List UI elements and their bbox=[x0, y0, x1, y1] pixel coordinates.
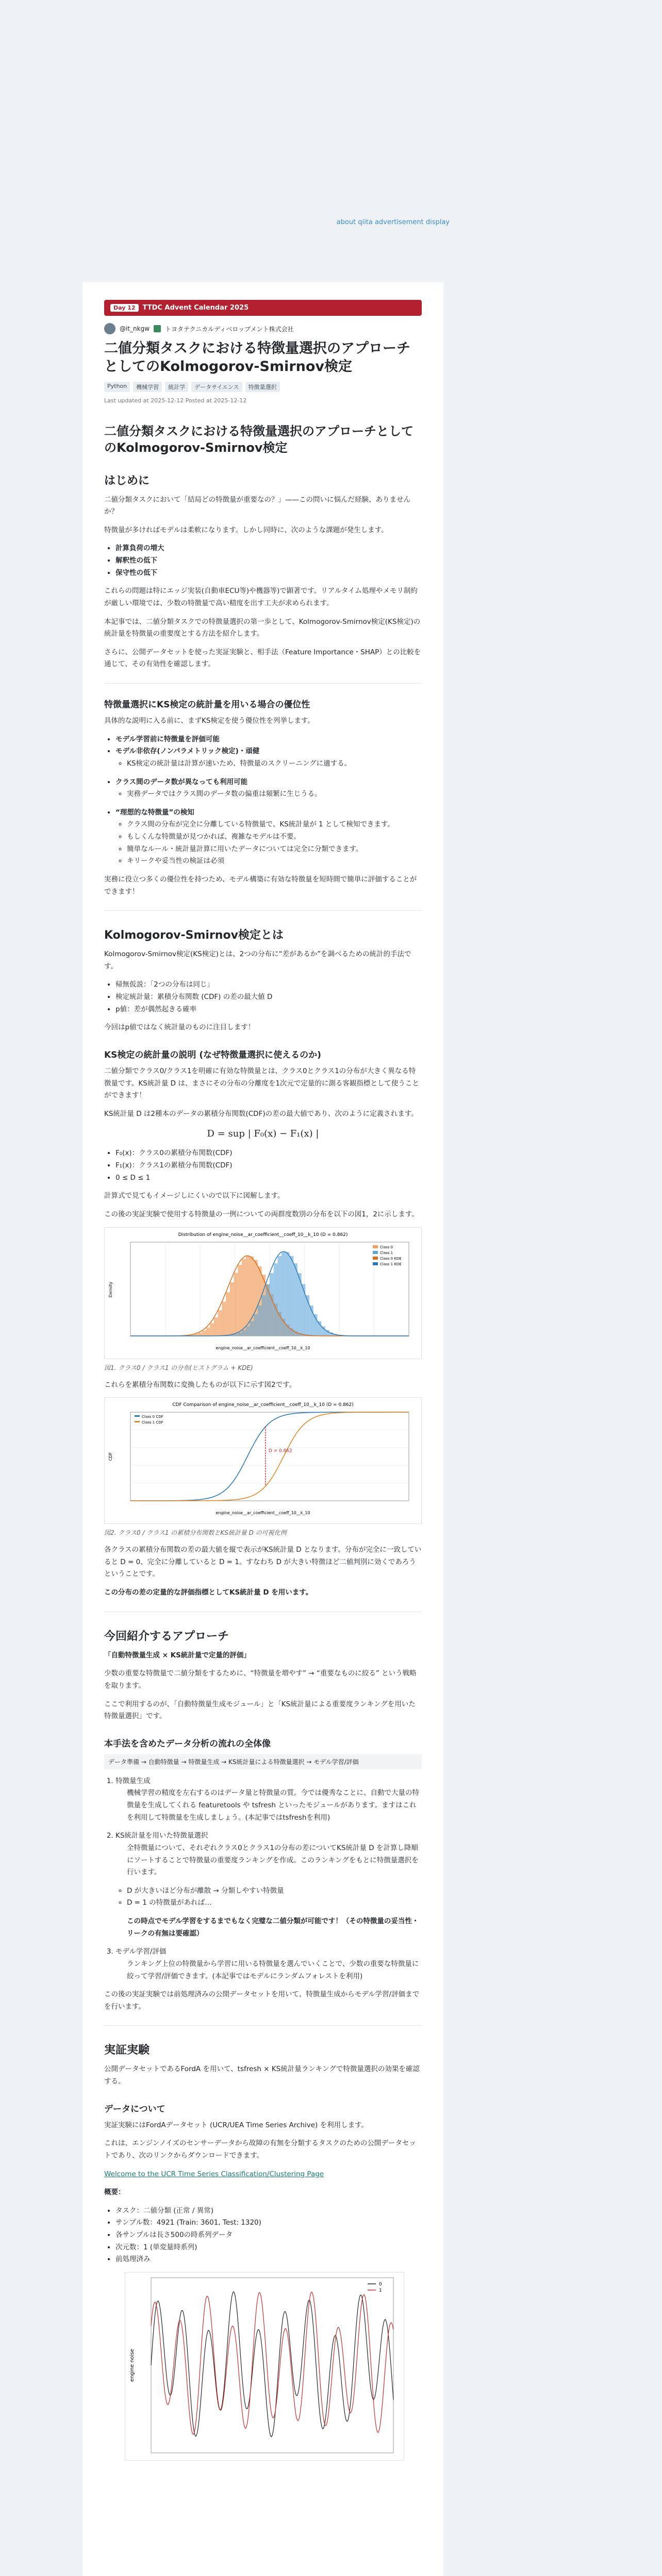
y-axis-label: engine noise bbox=[129, 2348, 135, 2382]
article-card bbox=[82, 282, 443, 2576]
list-item-label: KS統計量を用いた特徴量選択 bbox=[115, 1832, 208, 1840]
chart-title: Distribution of engine_noise__ar_coefficient__coeff_10__k_10 (D = 0.862) bbox=[178, 1232, 348, 1238]
section-heading-statistic: KS検定の統計量の説明 (なぜ特徴量選択に使えるのか) bbox=[104, 1049, 321, 1060]
chart-title: CDF Comparison of engine_noise__ar_coefficient__coeff_10__k_10 (D = 0.862) bbox=[172, 1402, 354, 1408]
paragraph: この分布の差の定量的な評価指標としてKS統計量 D を用います。 bbox=[104, 1588, 313, 1597]
divider bbox=[104, 910, 422, 911]
list-item bbox=[115, 776, 422, 801]
histogram-bar-class0 bbox=[242, 1259, 246, 1335]
legend-label: 1 bbox=[379, 2287, 382, 2293]
tag[interactable]: Python bbox=[104, 382, 130, 392]
cdf-line-class1 bbox=[130, 1412, 409, 1501]
section-heading-flow: 本手法を含めたデータ分析の流れの全体像 bbox=[104, 1738, 271, 1749]
timeseries-chart bbox=[125, 2273, 404, 2458]
list-item: • 各サンプルは長さ500の時系列データ bbox=[115, 2229, 422, 2242]
histogram-bar-class1 bbox=[258, 1305, 262, 1335]
list-item bbox=[115, 1830, 422, 1940]
legend-label: Class 0 bbox=[380, 1245, 393, 1249]
paragraph: この後の実証実験で使用する特徴量の一例についての両群度数別の分布を以下の図1，2に示します。 bbox=[104, 1210, 419, 1218]
list-item-label: モデル非依存(ノンパラメトリック検定)・頑健 bbox=[115, 747, 260, 756]
histogram-bar-class1 bbox=[254, 1314, 258, 1335]
paragraph: この後の実証実験では前処理済みの公開データセットを用いて、特徴量生成からモデル学習/評価までを行います。 bbox=[104, 1990, 420, 2011]
paragraph: 実務に役立つ多くの優位性を持つため、モデル構築に有効な特徴量を短時間で簡単に評価することができます！ bbox=[104, 875, 417, 896]
sub-list-item: ◦ キリークや妥当性の検証は必須 bbox=[127, 855, 422, 868]
list-item-label: 特徴量生成 bbox=[115, 1776, 151, 1785]
paragraph: Kolmogorov-Smirnov検定(KS検定)とは、2つの分布に“差があるか”を調べるための統計的手法です。 bbox=[104, 950, 411, 971]
article-heading: 二値分類タスクにおける特徴量選択のアプローチとしてのKolmogorov-Smirnov検定 bbox=[104, 424, 413, 455]
paragraph: 今回はp値ではなく統計量のものに注目します！ bbox=[104, 1023, 255, 1032]
paragraph: 少数の重要な特徴量で二値分類をするために、“特徴量を増やす” → “重要なものに絞る” という戦略を取ります。 bbox=[104, 1669, 417, 1690]
legend-label: Class 1 KDE bbox=[380, 1262, 402, 1266]
sub-list-item: ◦ もしくんな特徴量が見つかれば、複雑なモデルは不要。 bbox=[127, 831, 422, 843]
list-item: • F₁(x)：クラス1の累積分布関数(CDF) bbox=[115, 1160, 422, 1172]
calendar-label: TTDC Advent Calendar 2025 bbox=[142, 304, 249, 312]
y-axis-label: Density bbox=[108, 1281, 113, 1297]
histogram-bar-class1 bbox=[290, 1256, 294, 1335]
sub-list-item: ◦ D = 1 の特徴量があれば… bbox=[127, 1897, 422, 1909]
histogram-bar-class1 bbox=[270, 1273, 274, 1336]
list-item: • 計算負荷の増大 bbox=[115, 543, 422, 555]
paragraph: ランキング上位の特徴量から学習に用いる特徴量を選んでいくことで、少数の重要な特徴量に絞って学習/評価できます。(本記事ではモデルにランダムフォレストを利用) bbox=[127, 1959, 419, 1980]
histogram-chart bbox=[105, 1228, 421, 1357]
tag[interactable]: 特徴量選択 bbox=[245, 382, 280, 392]
formula-legend bbox=[104, 1147, 422, 1184]
figure-cdf bbox=[104, 1397, 422, 1524]
post-dates: Last updated at 2025-12-12 Posted at 2025-12-12 bbox=[104, 397, 247, 404]
paragraph: 機械学習の精度を左右するのはデータ量と特徴量の質。今では優秀なことに、自動で大量の特徴量を生成してくれる featuretools や tsfresh といったモジュールがあります。ますはこれを利用して特徴量を生成しましょう。(本記事ではtsfreshを利用) bbox=[127, 1789, 419, 1822]
histogram-bar-class1 bbox=[286, 1252, 290, 1336]
day-badge: Day 12 bbox=[110, 304, 139, 312]
advantages-list bbox=[104, 734, 422, 868]
list-item bbox=[115, 1775, 422, 1824]
figure-histogram bbox=[104, 1227, 422, 1359]
ad-info-link[interactable]: about qiita advertisement display bbox=[336, 218, 450, 226]
section-heading-data: データについて bbox=[104, 2104, 166, 2114]
paragraph: KS統計量 D は2種本のデータの累積分布関数(CDF)の差の最大値であり、次のように定義されます。 bbox=[104, 1109, 418, 1118]
legend-swatch bbox=[373, 1257, 378, 1260]
sub-list-item: ◦ 簡単なルール・統計量計算に用いたデータについては完全に分類できます。 bbox=[127, 843, 422, 856]
paragraph: 計算式で見てもイメージしにくいので以下に図解します。 bbox=[104, 1192, 285, 1200]
legend-label: Class 0 CDF bbox=[142, 1415, 163, 1419]
histogram-bar-class0 bbox=[226, 1292, 230, 1336]
org-icon bbox=[154, 325, 161, 332]
histogram-bar-class1 bbox=[238, 1332, 242, 1336]
list-item-label: モデル学習/評価 bbox=[115, 1947, 167, 1956]
section-heading-ks-test: Kolmogorov-Smirnov検定とは bbox=[104, 929, 284, 942]
ucr-link[interactable]: Welcome to the UCR Time Series Classification/Clustering Page bbox=[104, 2170, 324, 2178]
histogram-bar-class0 bbox=[218, 1310, 222, 1336]
legend-swatch bbox=[373, 1245, 378, 1248]
histogram-bar-class1 bbox=[242, 1330, 246, 1335]
divider bbox=[104, 2025, 422, 2026]
histogram-bar-class0 bbox=[238, 1265, 242, 1336]
list-item: • モデル学習前に特徴量を評価可能 bbox=[115, 734, 422, 746]
list-item: • 0 ≤ D ≤ 1 bbox=[115, 1172, 422, 1184]
divider bbox=[104, 683, 422, 684]
paragraph: さらに、公開データセットを使った実証実験と、相手法（Feature Importance・SHAP）との比較を通じて、その有効性を確認します。 bbox=[104, 648, 421, 669]
list-item: • 前処理済み bbox=[115, 2253, 422, 2266]
legend-swatch bbox=[135, 1415, 140, 1417]
paragraph: 二値分類でクラス0/クラス1を明確に有効な特徴量とは、クラス0とクラス1の分布が大きく異なる特徴量です。KS統計量 D は、まさにその分布の分離度を1次元で定量的に測る客観指標として使うことができます！ bbox=[104, 1066, 419, 1100]
legend-label: 0 bbox=[379, 2281, 382, 2287]
legend-swatch bbox=[135, 1421, 140, 1422]
advent-calendar-banner[interactable] bbox=[104, 300, 422, 316]
paragraph: 本記事では、二値分類タスクでの特徴量選択の第一歩として、Kolmogorov-Smirnov検定(KS検定)の統計量を特徴量の重要度とする方法を紹介します。 bbox=[104, 617, 421, 638]
paragraph: 概要： bbox=[104, 2188, 125, 2197]
list-item: • 解釈性の低下 bbox=[115, 555, 422, 567]
histogram-bar-class1 bbox=[250, 1321, 254, 1336]
flow-list bbox=[104, 1775, 422, 1982]
paragraph bbox=[104, 2168, 422, 2181]
paragraph: これらを累積分布関数に変換したものが以下に示す図2です。 bbox=[104, 1380, 296, 1389]
y-axis-label: CDF bbox=[108, 1452, 113, 1461]
paragraph: 具体的な説明に入る前に、まずKS検定を使う優位性を列挙します。 bbox=[104, 717, 315, 725]
paragraph: 「自動特徴量生成 × KS統計量で定量的評価」 bbox=[104, 1651, 251, 1659]
ks-annotation: D = 0.862 bbox=[268, 1448, 292, 1454]
paragraph: 特徴量が多ければモデルは柔軟になります。しかし同時に、次のような課題が発生します。 bbox=[104, 526, 388, 534]
histogram-bar-class0 bbox=[210, 1323, 214, 1336]
histogram-bar-class1 bbox=[274, 1263, 278, 1336]
list-item: • p値：差が偶然起きる確率 bbox=[115, 1004, 422, 1016]
legend-label: Class 0 KDE bbox=[380, 1256, 402, 1261]
section-heading-advantages: 特徴量選択にKS検定の統計量を用いる場合の優位性 bbox=[104, 700, 310, 710]
legend-label: Class 1 CDF bbox=[142, 1420, 163, 1425]
histogram-bar-class0 bbox=[234, 1273, 238, 1335]
histogram-bar-class0 bbox=[198, 1332, 202, 1335]
sub-list-item: ◦ 実務データではクラス間のデータ数の偏重は頻繁に生じうる。 bbox=[127, 788, 422, 801]
list-item: • 保守性の低下 bbox=[115, 567, 422, 580]
x-axis-label: engine_noise__ar_coefficient__coeff_10__k_10 bbox=[216, 1345, 310, 1350]
histogram-bar-class1 bbox=[321, 1326, 325, 1336]
cdf-chart bbox=[105, 1398, 421, 1521]
histogram-bar-class1 bbox=[277, 1256, 282, 1335]
sub-list-item: ◦ KS検定の統計量は計算が速いため、特徴量のスクリーニングに適する。 bbox=[127, 758, 422, 770]
sub-list-item: ◦ D が大きいほど分布が離散 → 分類しやすい特徴量 bbox=[127, 1885, 422, 1897]
legend-swatch bbox=[373, 1262, 378, 1265]
list-item bbox=[115, 745, 422, 770]
histogram-bar-class0 bbox=[202, 1330, 206, 1335]
figure-timeseries bbox=[125, 2272, 404, 2461]
intro-list bbox=[104, 543, 422, 579]
list-item bbox=[115, 1946, 422, 1982]
list-item: • F₀(x)：クラス0の累積分布関数(CDF) bbox=[115, 1147, 422, 1160]
histogram-bar-class1 bbox=[246, 1326, 250, 1336]
list-item-label: “理想的な特徴量”の検知 bbox=[115, 808, 194, 817]
paragraph: 実証実験にはFordAデータセット (UCR/UEA Time Series Archive) を利用します。 bbox=[104, 2121, 369, 2129]
paragraph: この時点でモデル学習をするまでもなく完璧な二値分類が可能です！（その特徴量の妥当性・リークの有無は要確認） bbox=[127, 1917, 419, 1938]
author-row bbox=[104, 323, 422, 334]
legend-label: Class 1 bbox=[380, 1250, 393, 1255]
list-item: • 次元数：1 (単変量時系列) bbox=[115, 2242, 422, 2254]
histogram-bar-class0 bbox=[222, 1301, 226, 1335]
tag[interactable]: 機械学習 bbox=[133, 382, 162, 392]
histogram-bar-class0 bbox=[230, 1282, 234, 1336]
author-name[interactable]: @it_nkgw bbox=[120, 325, 150, 332]
x-axis-label: engine_noise__ar_coefficient__coeff_10__k_10 bbox=[216, 1511, 310, 1516]
section-heading-intro: はじめに bbox=[104, 474, 150, 487]
list-item: • 検定統計量：累積分布関数 (CDF) の差の最大値 D bbox=[115, 991, 422, 1004]
paragraph: 二値分類タスクにおいて「結局どの特徴量が重要なの？」——この問いに悩んだ経験、ありませんか？ bbox=[104, 495, 410, 516]
paragraph: これは、エンジンノイズのセンサーデータから故障の有無を分類するタスクのための公開データセットであり、次のリンクからダウンロードできます。 bbox=[104, 2139, 416, 2160]
histogram-bar-class1 bbox=[234, 1334, 238, 1336]
histogram-bar-class1 bbox=[293, 1263, 297, 1336]
figure-caption: 図2. クラス0 / クラス1 の累積分布関数とKS統計量 D の可視化例 bbox=[104, 1529, 287, 1537]
paragraph: 全特徴量について、それぞれクラス0とクラス1の分布の差についてKS統計量 D を計算し降順にソートすることで特徴量の重要度ランキングを作成。このランキングをもとに特徴量選択を行います。 bbox=[127, 1843, 419, 1877]
list-item: • 帰無仮説：「2つの分布は同じ」 bbox=[115, 979, 422, 991]
series-line-class1 bbox=[151, 2292, 393, 2434]
ks-test-list bbox=[104, 979, 422, 1015]
data-summary-list bbox=[104, 2205, 422, 2266]
tag-list bbox=[104, 382, 422, 392]
section-heading-approach: 今回紹介するアプローチ bbox=[104, 1630, 229, 1643]
histogram-bar-class1 bbox=[302, 1284, 306, 1335]
paragraph: 各クラスの累積分布関数の差の最大値を縦で表示がKS統計量 D となります。分布が完全に一致していると D = 0、完全に分離していると D = 1。すなわち D が大きい特徴ほど二値判別に効くであろうということです。 bbox=[104, 1546, 422, 1579]
list-item bbox=[115, 807, 422, 868]
sub-list-item: ◦ クラス間の分布が完全に分離している特徴量で、KS統計量が 1 として検知できます。 bbox=[127, 819, 422, 831]
histogram-bar-class1 bbox=[262, 1295, 266, 1336]
legend-swatch bbox=[373, 1251, 378, 1254]
list-item-label: クラス間のデータ数が異なっても利用可能 bbox=[115, 777, 248, 786]
tag[interactable]: データサイエンス bbox=[191, 382, 242, 392]
page-title: 二値分類タスクにおける特徴量選択のアプローチとしてのKolmogorov-Smirnov検定 bbox=[104, 341, 410, 375]
cdf-line-class0 bbox=[130, 1412, 409, 1501]
figure-caption: 図1. クラス0 / クラス1 の分布(ヒストグラム + KDE) bbox=[104, 1364, 253, 1371]
paragraph: 公開データセットであるFordA を用いて、tsfresh × KS統計量ランキングで特徴量選択の効果を確認する。 bbox=[104, 2065, 420, 2086]
org-name[interactable]: トヨタテクニカルディベロップメント株式会社 bbox=[165, 325, 294, 333]
section-heading-experiment: 実証実験 bbox=[104, 2044, 150, 2057]
paragraph: ここで利用するのが、「自動特徴量生成モジュール」と「KS統計量による重要度ランキングを用いた特徴量選択」です。 bbox=[104, 1700, 416, 1721]
list-item: • タスク：二値分類 (正常 / 異常) bbox=[115, 2205, 422, 2217]
histogram-bar-class0 bbox=[206, 1327, 210, 1335]
tag[interactable]: 統計学 bbox=[165, 382, 188, 392]
plot-frame bbox=[151, 2278, 393, 2453]
series-line-class0 bbox=[151, 2292, 393, 2437]
pipeline-code: データ準備 → 自動特徴量 → 特徴量生成 → KS統計量による特徴量選択 → モデル学習/評価 bbox=[104, 1754, 422, 1769]
plot-frame bbox=[130, 1412, 409, 1501]
histogram-bar-class0 bbox=[214, 1317, 218, 1336]
paragraph: これらの問題は特にエッジ実装(自動車ECU等)や機器等)で顕著です。リアルタイム処理やメモリ制約が厳しい環境では、少数の特徴量で高い精度を出す工夫が求められます。 bbox=[104, 587, 418, 607]
avatar[interactable] bbox=[104, 323, 115, 334]
list-item: • サンプル数：4921 (Train: 3601, Test: 1320) bbox=[115, 2217, 422, 2229]
ks-formula: D = sup | F₀(x) − F₁(x) | bbox=[207, 1128, 319, 1140]
